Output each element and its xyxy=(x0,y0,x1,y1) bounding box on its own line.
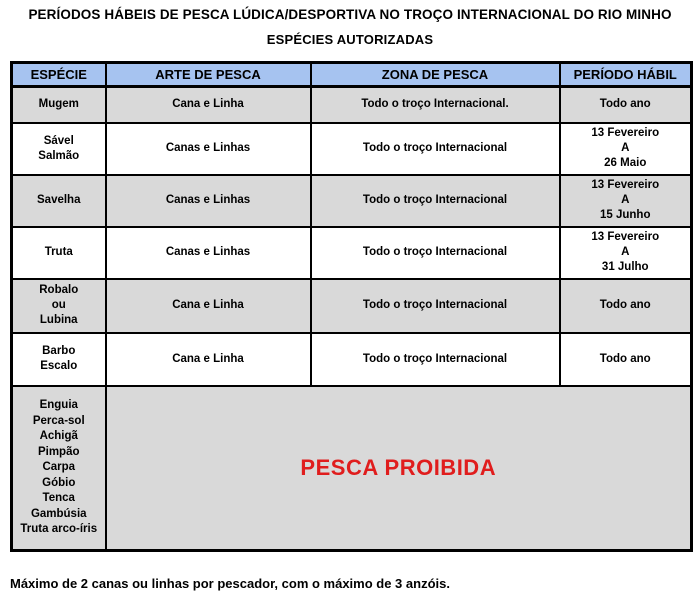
cell-arte-de-pesca: Cana e Linha xyxy=(106,279,311,333)
header-especie: ESPÉCIE xyxy=(12,63,106,87)
cell-periodo-habil: Todo ano xyxy=(560,333,692,386)
cell-arte-de-pesca: Cana e Linha xyxy=(106,87,311,123)
page-subtitle: ESPÉCIES AUTORIZADAS xyxy=(266,32,434,47)
cell-zona-de-pesca: Todo o troço Internacional xyxy=(311,175,560,227)
cell-periodo-habil: Todo ano xyxy=(560,279,692,333)
table-row xyxy=(12,87,692,123)
cell-especie: Sável Salmão xyxy=(12,123,106,175)
cell-especie: Savelha xyxy=(12,175,106,227)
table-row xyxy=(12,333,692,386)
cell-especie: Mugem xyxy=(12,87,106,123)
fishing-periods-table xyxy=(10,61,693,552)
header-zona-de-pesca: ZONA DE PESCA xyxy=(311,63,560,87)
cell-arte-de-pesca: Canas e Linhas xyxy=(106,227,311,279)
header-arte-de-pesca: ARTE DE PESCA xyxy=(106,63,311,87)
page-title: PERÍODOS HÁBEIS DE PESCA LÚDICA/DESPORTIVA NO TROÇO INTERNACIONAL DO RIO MINHO xyxy=(28,7,672,22)
cell-zona-de-pesca: Todo o troço Internacional. xyxy=(311,87,560,123)
cell-periodo-habil: 13 Fevereiro A 26 Maio xyxy=(560,123,692,175)
table-body xyxy=(12,87,692,551)
pesca-proibida-label: PESCA PROIBIDA xyxy=(106,386,692,551)
header-periodo-habil: PERÍODO HÁBIL xyxy=(560,63,692,87)
cell-zona-de-pesca: Todo o troço Internacional xyxy=(311,333,560,386)
cell-zona-de-pesca: Todo o troço Internacional xyxy=(311,123,560,175)
cell-zona-de-pesca: Todo o troço Internacional xyxy=(311,279,560,333)
cell-especie: Truta xyxy=(12,227,106,279)
cell-zona-de-pesca: Todo o troço Internacional xyxy=(311,227,560,279)
header-row xyxy=(12,63,692,87)
table-row xyxy=(12,175,692,227)
cell-periodo-habil: 13 Fevereiro A 31 Julho xyxy=(560,227,692,279)
cell-arte-de-pesca: Cana e Linha xyxy=(106,333,311,386)
table-row xyxy=(12,279,692,333)
title-block xyxy=(0,0,700,47)
cell-prohibited-species: Enguia Perca-sol Achigã Pimpão Carpa Góbio Tenca Gambúsia Truta arco-íris xyxy=(12,386,106,551)
table-row xyxy=(12,227,692,279)
prohibited-row xyxy=(12,386,692,551)
footer-note: Máximo de 2 canas ou linhas por pescador, com o máximo de 3 anzóis. xyxy=(10,576,450,591)
cell-periodo-habil: 13 Fevereiro A 15 Junho xyxy=(560,175,692,227)
cell-especie: Robalo ou Lubina xyxy=(12,279,106,333)
cell-especie: Barbo Escalo xyxy=(12,333,106,386)
cell-periodo-habil: Todo ano xyxy=(560,87,692,123)
cell-arte-de-pesca: Canas e Linhas xyxy=(106,175,311,227)
table-row xyxy=(12,123,692,175)
cell-arte-de-pesca: Canas e Linhas xyxy=(106,123,311,175)
